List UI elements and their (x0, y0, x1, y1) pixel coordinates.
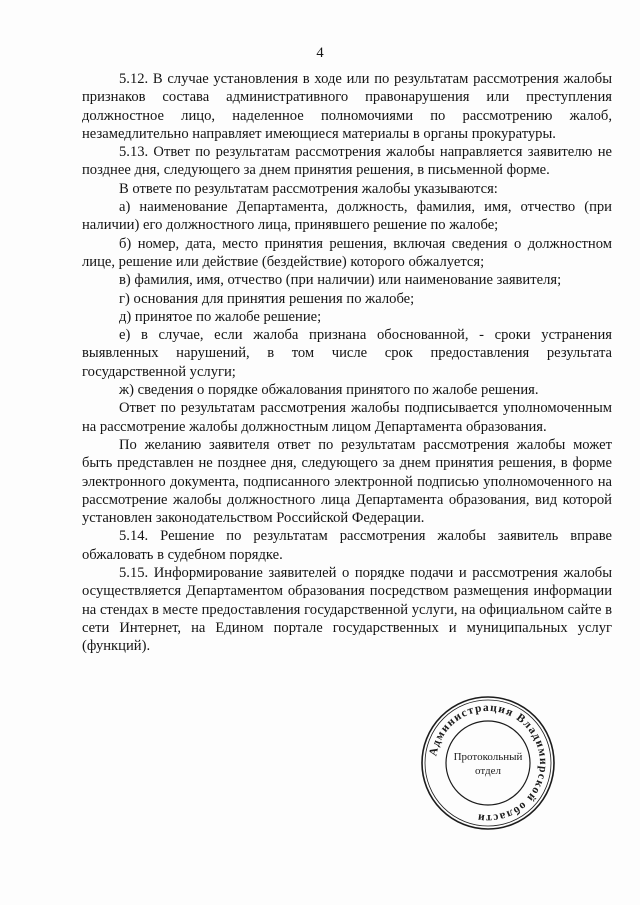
stamp-inner-ring (446, 721, 530, 805)
paragraph-5-12: 5.12. В случае установления в ходе или по результатам рассмотрения жалобы признаков состава административного правонарушения или преступления должностное лицо, наделенное полномочиями по рассмотрению жалоб, незамедлительно направляет имеющиеся материалы в органы прокуратуры. (82, 71, 612, 142)
stamp-outer-ring (422, 697, 554, 829)
list-item-a: а) наименование Департамента, должность, фамилия, имя, отчество (при наличии) его должностного лица, принявшего решение по жалобе; (82, 199, 612, 234)
stamp-ring-text: Администрация Владимирской области (427, 701, 550, 825)
paragraph-answer-signature: Ответ по результатам рассмотрения жалобы подписывается уполномоченным на рассмотрение жалобы должностным лицом Департамента образования. (82, 400, 612, 435)
stamp-center-line1: Протокольный (453, 751, 523, 763)
document-body (82, 70, 612, 656)
list-item-b: б) номер, дата, место принятия решения, включая сведения о должностном лице, решение или действие (бездействие) которого обжалуется; (82, 235, 612, 270)
list-item-zh: ж) сведения о порядке обжалования принятого по жалобе решения. (119, 382, 539, 399)
paragraph-electronic-answer: По желанию заявителя ответ по результатам рассмотрения жалобы может быть представлен не позднее дня, следующего за днем принятия решения, в форме электронного документа, подписанного электронной подписью уполномоченного на рассмотрение жалобы должностного лица Департамента образования, вид которой установлен законодательством Российской Федерации. (82, 436, 612, 527)
official-stamp (418, 693, 558, 833)
stamp-center-line2: отдел (475, 765, 501, 777)
stamp-outer-ring-inner (425, 700, 551, 826)
paragraph-5-15: 5.15. Информирование заявителей о порядке подачи и рассмотрения жалобы осуществляется Департаментом образования посредством размещения информации на стендах в месте предоставления государственной услуги, на официальном сайте в сети Интернет, на Едином портале государственных и муниципальных услуг (функций). (82, 565, 612, 655)
paragraph-answer-contents-intro: В ответе по результатам рассмотрения жалобы указываются: (119, 180, 498, 197)
page-number: 4 (316, 45, 324, 61)
list-item-g: г) основания для принятия решения по жалобе; (119, 290, 415, 307)
list-item-v: в) фамилия, имя, отчество (при наличии) или наименование заявителя; (119, 272, 562, 289)
list-item-e: е) в случае, если жалоба признана обоснованной, - сроки устранения выявленных нарушений, в том числе срок предоставления результата государственной услуги; (82, 327, 612, 380)
paragraph-5-14: 5.14. Решение по результатам рассмотрения жалобы заявитель вправе обжаловать в судебном порядке. (82, 528, 612, 563)
paragraph-5-13: 5.13. Ответ по результатам рассмотрения жалобы направляется заявителю не позднее дня, следующего за днем принятия решения, в письменной форме. (82, 144, 612, 179)
list-item-d: д) принятое по жалобе решение; (119, 308, 322, 325)
